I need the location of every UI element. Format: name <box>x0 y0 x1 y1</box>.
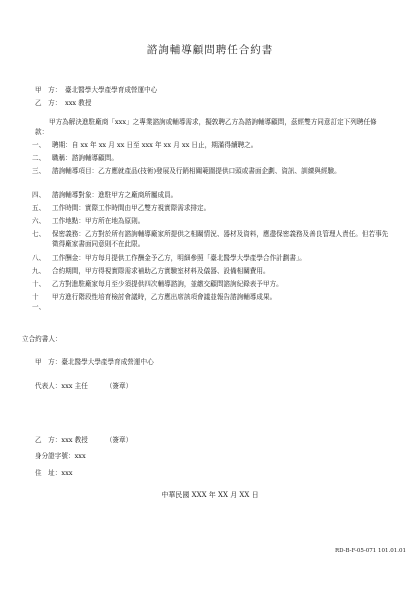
party-a-value: 臺北醫學大學產學育成營運中心 <box>65 86 158 94</box>
clause-number: 三、 <box>32 167 46 175</box>
representative-value: xxx 主任 <box>61 382 88 390</box>
clause-number: 四、 <box>32 191 46 199</box>
clause-number: 二、 <box>32 154 46 162</box>
contract-date: 中華民國 XXX 年 XX 月 XX 日 <box>161 491 259 499</box>
party-a-line <box>35 86 157 95</box>
signer-a-line <box>35 356 154 366</box>
signer-a-value: 臺北醫學大學產學育成營運中心 <box>61 358 154 366</box>
clause-item <box>32 292 390 311</box>
clause-item <box>32 166 390 176</box>
clause-text: 職稱：諮詢輔導顧問。 <box>52 154 118 162</box>
id-number-line <box>35 450 86 460</box>
clause-text: 合約期間，甲方得視實際需求補助乙方實驗室材料及儀器、設備相關費用。 <box>52 267 270 275</box>
clause-number: 八、 <box>32 254 46 262</box>
address-line <box>35 467 73 477</box>
clause-item <box>32 266 390 276</box>
clause-item <box>32 153 390 163</box>
signer-b-label: 乙 方： <box>35 436 62 444</box>
clause-text: 工作地點：甲方所在地為原則。 <box>52 217 145 225</box>
signer-b-seal: （簽章） <box>105 436 133 444</box>
clause-number: 六、 <box>32 217 46 225</box>
clause-text: 乙方對進駐廠家每月至少須提供四次輔導諮詢，並繳交顧問諮詢紀錄表予甲方。 <box>52 280 283 288</box>
clause-item <box>32 279 390 289</box>
id-number-value: xxx <box>74 452 86 460</box>
clause-item <box>32 229 390 249</box>
intro-paragraph: 甲方為解決進駐廠商「xxx」之專業諮詢或輔導需求，擬敦聘乙方為諮詢輔導顧問，茲經雙方同意訂定下列聘任條款： <box>35 118 377 136</box>
clause-item <box>32 203 390 213</box>
clause-text: 諮詢輔導對象：進駐甲方之廠商所屬成員。 <box>52 191 178 199</box>
clause-number: 一、 <box>32 141 46 149</box>
document-code: RD-B-F-05-071 101.01.01 <box>334 548 406 554</box>
clause-text: 聘期：自 xx 年 xx 月 xx 日至 xxx 年 xx 月 xx 日止，期滿得續聘之。 <box>52 141 258 149</box>
clause-text: 保密義務：乙方對於所有諮詢輔導廠家所提供之相關情況、器材及資料，應盡保密義務及善良管理人責任。但若事先徵得廠家書面同意則不在此限。 <box>52 230 389 248</box>
clause-item <box>32 253 390 263</box>
representative-label: 代表人： <box>35 382 62 390</box>
id-number-label: 身分證字號： <box>35 452 75 460</box>
party-a-key: 甲 方： <box>35 86 62 94</box>
representative-seal: （簽章） <box>105 382 133 390</box>
clause-number: 五、 <box>32 204 46 212</box>
clause-number: 七、 <box>32 230 46 238</box>
representative-line <box>35 380 132 390</box>
signers-heading: 立合約書人： <box>22 335 62 343</box>
clause-text: 工作時間：實際工作時間由甲乙雙方視實際需求排定。 <box>52 204 211 212</box>
document-title: 諮詢輔導顧問聘任合約書 <box>146 44 274 56</box>
party-b-line <box>35 99 91 108</box>
clause-item <box>32 140 390 150</box>
clause-text: 甲方進行階段性培育檢討會議時，乙方應出席該項會議並報告諮詢輔導成果。 <box>52 293 277 301</box>
signer-b-value: xxx 教授 <box>61 436 88 444</box>
party-b-key: 乙 方： <box>35 99 62 107</box>
address-label: 住 址： <box>35 469 62 477</box>
address-value: xxx <box>61 469 73 477</box>
clause-text: 工作酬金：甲方每月提供工作酬金予乙方，明細參照「臺北醫學大學產學合作計劃書」。 <box>52 254 306 262</box>
party-b-value: xxx 教授 <box>65 99 92 107</box>
clause-text: 諮詢輔導項目：乙方應就產品(技術)發展及行銷相關範圍提供口頭或書面企劃、資訊、訓練與經驗。 <box>52 167 341 175</box>
clause-item <box>32 190 390 200</box>
clause-item <box>32 216 390 226</box>
signer-b-line <box>35 434 132 444</box>
signer-a-label: 甲 方： <box>35 358 62 366</box>
clause-number: 十、 <box>32 280 46 288</box>
clause-number: 九、 <box>32 267 46 275</box>
clause-number: 十一、 <box>32 293 46 311</box>
